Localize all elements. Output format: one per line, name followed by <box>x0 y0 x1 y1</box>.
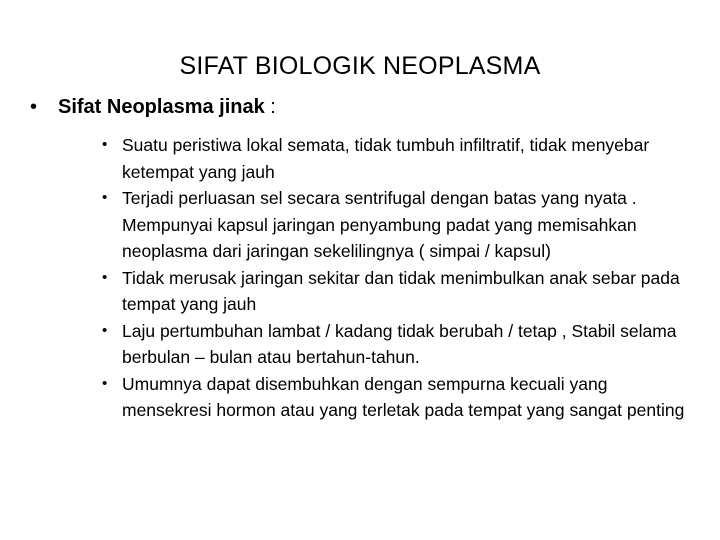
heading-label: Sifat Neoplasma jinak <box>58 96 265 118</box>
sub-bullet-icon: • <box>102 321 108 339</box>
sub-bullet-icon: • <box>102 268 108 286</box>
list-item-text: Laju pertumbuhan lambat / kadang tidak berubah / tetap , Stabil selama berbulan – bulan atau bertahun-tahun. <box>122 320 677 367</box>
list-item <box>98 132 688 185</box>
list-item <box>98 265 688 318</box>
list-item <box>98 185 688 265</box>
sub-bullet-icon: • <box>102 189 108 206</box>
list-item <box>98 318 688 371</box>
list-item <box>98 371 688 424</box>
heading-text <box>58 94 276 120</box>
sub-bullet-icon: • <box>102 136 108 153</box>
sub-bullet-icon: • <box>102 374 108 392</box>
bullet-icon: • <box>30 96 38 118</box>
heading-suffix: : <box>264 96 276 118</box>
list-item-text: Suatu peristiwa lokal semata, tidak tumbuh infiltratif, tidak menyebar ketempat yang jauh <box>122 135 650 182</box>
list-item-text: Terjadi perluasan sel secara sentrifugal dengan batas yang nyata . Mempunyai kapsul jaringan penyambung padat yang memisahkan neoplasma dari jaringan sekelilingnya ( simpai / kapsul) <box>122 188 637 261</box>
list-item-text: Tidak merusak jaringan sekitar dan tidak menimbulkan anak sebar pada tempat yang jauh <box>122 267 680 314</box>
list-item-text: Umumnya dapat disembuhkan dengan sempurna kecuali yang mensekresi hormon atau yang terletak pada tempat yang sangat penting <box>122 373 685 420</box>
property-list <box>98 132 688 424</box>
slide-title: SIFAT BIOLOGIK NEOPLASMA <box>179 52 541 80</box>
